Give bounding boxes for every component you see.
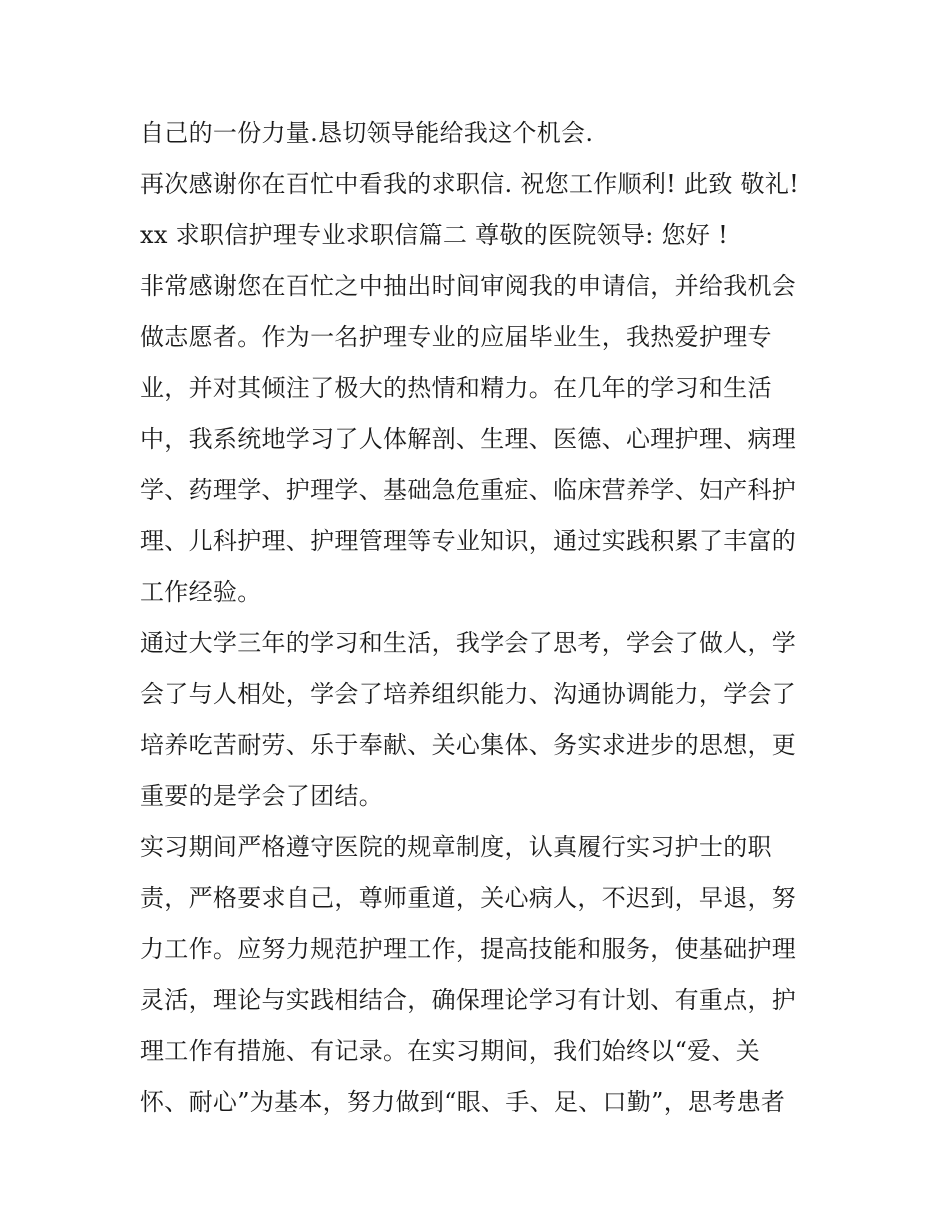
- text-line: 做志愿者。作为一名护理专业的应届毕业生，我热爱护理专: [140, 323, 772, 351]
- text-line: 工作经验。: [140, 578, 262, 606]
- text-line: 培养吃苦耐劳、乐于奉献、关心集体、务实求进步的思想，更: [140, 731, 797, 759]
- text-line: 中，我系统地学习了人体解剖、生理、医德、心理护理、病理: [140, 425, 797, 453]
- text-line: 重要的是学会了团结。: [140, 782, 383, 810]
- text-line: 非常感谢您在百忙之中抽出时间审阅我的申请信，并给我机会: [140, 272, 797, 300]
- text-line: 再次感谢你在百忙中看我的求职信. 祝您工作顺利! 此致 敬礼!: [140, 170, 800, 198]
- text-line: 理工作有措施、有记录。在实习期间，我们始终以“爱、关: [140, 1037, 761, 1065]
- text-line: 会了与人相处，学会了培养组织能力、沟通协调能力，学会了: [140, 680, 797, 708]
- text-line: 责，严格要求自己，尊师重道，关心病人，不迟到，早退，努: [140, 884, 797, 912]
- text-line: xx 求职信护理专业求职信篇二 尊敬的医院领导: 您好 !: [140, 221, 729, 249]
- text-line: 怀、耐心”为基本，努力做到“眼、手、足、口勤”，思考患者: [140, 1088, 786, 1116]
- text-line: 力工作。应努力规范护理工作，提高技能和服务，使基础护理: [140, 935, 797, 963]
- document-body: [140, 108, 820, 1128]
- text-line: 自己的一份力量.恳切领导能给我这个机会.: [140, 119, 594, 147]
- text-line: 通过大学三年的学习和生活，我学会了思考，学会了做人，学: [140, 629, 797, 657]
- text-line: 业，并对其倾注了极大的热情和精力。在几年的学习和生活: [140, 374, 772, 402]
- text-line: 学、药理学、护理学、基础急危重症、临床营养学、妇产科护: [140, 476, 797, 504]
- text-line: 灵活，理论与实践相结合，确保理论学习有计划、有重点，护: [140, 986, 797, 1014]
- text-line: 理、儿科护理、护理管理等专业知识，通过实践积累了丰富的: [140, 527, 797, 555]
- text-line: 实习期间严格遵守医院的规章制度，认真履行实习护士的职: [140, 833, 772, 861]
